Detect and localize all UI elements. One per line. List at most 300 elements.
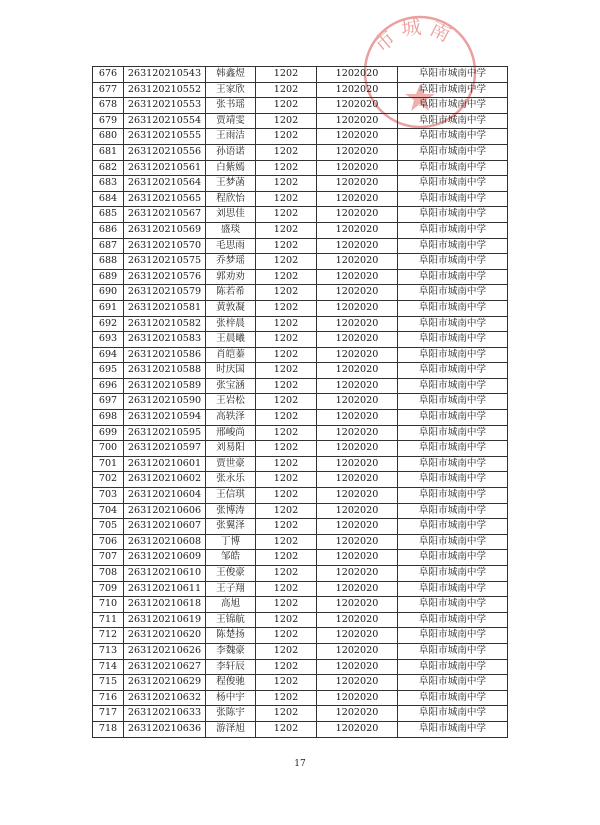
class-code-cell: 1202020 [317,191,398,207]
school-name-cell: 阜阳市城南中学 [398,363,508,379]
student-name-cell: 王俊豪 [206,566,256,582]
table-row [93,456,508,472]
row-number-cell: 693 [93,332,124,348]
exam-id-cell: 263120210556 [124,144,206,160]
school-code-cell: 1202 [256,98,317,114]
table-row [93,363,508,379]
school-name-cell: 阜阳市城南中学 [398,378,508,394]
student-name-cell: 王晨曦 [206,332,256,348]
class-code-cell: 1202020 [317,176,398,192]
school-code-cell: 1202 [256,191,317,207]
exam-id-cell: 263120210629 [124,675,206,691]
school-name-cell: 阜阳市城南中学 [398,519,508,535]
school-code-cell: 1202 [256,332,317,348]
table-row [93,488,508,504]
school-code-cell: 1202 [256,144,317,160]
school-code-cell: 1202 [256,597,317,613]
row-number-cell: 705 [93,519,124,535]
table-row [93,410,508,426]
table-row [93,160,508,176]
school-name-cell: 阜阳市城南中学 [398,285,508,301]
student-name-cell: 刘易阳 [206,441,256,457]
student-name-cell: 张宝涵 [206,378,256,394]
student-name-cell: 丁博 [206,534,256,550]
row-number-cell: 684 [93,191,124,207]
table-row [93,67,508,83]
school-name-cell: 阜阳市城南中学 [398,316,508,332]
row-number-cell: 711 [93,612,124,628]
class-code-cell: 1202020 [317,160,398,176]
exam-id-cell: 263120210588 [124,363,206,379]
exam-id-cell: 263120210627 [124,659,206,675]
school-code-cell: 1202 [256,566,317,582]
row-number-cell: 683 [93,176,124,192]
school-name-cell: 阜阳市城南中学 [398,472,508,488]
student-name-cell: 张永乐 [206,472,256,488]
row-number-cell: 685 [93,207,124,223]
table-row [93,285,508,301]
student-name-cell: 盛琰 [206,222,256,238]
student-name-cell: 王家欣 [206,82,256,98]
exam-id-cell: 263120210554 [124,113,206,129]
school-code-cell: 1202 [256,378,317,394]
class-code-cell: 1202020 [317,113,398,129]
school-name-cell: 阜阳市城南中学 [398,534,508,550]
school-code-cell: 1202 [256,176,317,192]
school-code-cell: 1202 [256,612,317,628]
school-name-cell: 阜阳市城南中学 [398,581,508,597]
school-name-cell: 阜阳市城南中学 [398,129,508,145]
exam-id-cell: 263120210632 [124,690,206,706]
school-name-cell: 阜阳市城南中学 [398,488,508,504]
school-name-cell: 阜阳市城南中学 [398,690,508,706]
school-code-cell: 1202 [256,659,317,675]
exam-id-cell: 263120210567 [124,207,206,223]
student-name-cell: 陈楚扬 [206,628,256,644]
school-name-cell: 阜阳市城南中学 [398,597,508,613]
school-code-cell: 1202 [256,67,317,83]
exam-id-cell: 263120210583 [124,332,206,348]
school-name-cell: 阜阳市城南中学 [398,643,508,659]
student-name-cell: 张翼泽 [206,519,256,535]
exam-id-cell: 263120210595 [124,425,206,441]
row-number-cell: 700 [93,441,124,457]
student-name-cell: 时庆国 [206,363,256,379]
school-code-cell: 1202 [256,441,317,457]
student-name-cell: 贾世豪 [206,456,256,472]
school-name-cell: 阜阳市城南中学 [398,721,508,737]
table-row [93,394,508,410]
row-number-cell: 716 [93,690,124,706]
school-code-cell: 1202 [256,394,317,410]
school-name-cell: 阜阳市城南中学 [398,425,508,441]
class-code-cell: 1202020 [317,612,398,628]
school-code-cell: 1202 [256,519,317,535]
school-code-cell: 1202 [256,721,317,737]
student-name-cell: 王子翔 [206,581,256,597]
exam-id-cell: 263120210606 [124,503,206,519]
student-name-cell: 高轶泽 [206,410,256,426]
school-code-cell: 1202 [256,82,317,98]
exam-id-cell: 263120210597 [124,441,206,457]
class-code-cell: 1202020 [317,98,398,114]
school-name-cell: 阜阳市城南中学 [398,566,508,582]
table-row [93,332,508,348]
school-name-cell: 阜阳市城南中学 [398,394,508,410]
row-number-cell: 679 [93,113,124,129]
school-name-cell: 阜阳市城南中学 [398,82,508,98]
student-name-cell: 白紫嫣 [206,160,256,176]
school-name-cell: 阜阳市城南中学 [398,176,508,192]
student-name-cell: 王信琪 [206,488,256,504]
exam-id-cell: 263120210610 [124,566,206,582]
class-code-cell: 1202020 [317,129,398,145]
exam-id-cell: 263120210590 [124,394,206,410]
exam-id-cell: 263120210561 [124,160,206,176]
student-name-cell: 黄敦凝 [206,300,256,316]
row-number-cell: 696 [93,378,124,394]
exam-id-cell: 263120210581 [124,300,206,316]
school-code-cell: 1202 [256,425,317,441]
table-row [93,441,508,457]
table-row [93,425,508,441]
exam-id-cell: 263120210564 [124,176,206,192]
exam-id-cell: 263120210633 [124,706,206,722]
school-name-cell: 阜阳市城南中学 [398,550,508,566]
exam-id-cell: 263120210576 [124,269,206,285]
class-code-cell: 1202020 [317,410,398,426]
school-code-cell: 1202 [256,363,317,379]
page-number: 17 [294,759,306,769]
school-name-cell: 阜阳市城南中学 [398,160,508,176]
class-code-cell: 1202020 [317,207,398,223]
class-code-cell: 1202020 [317,285,398,301]
school-name-cell: 阜阳市城南中学 [398,628,508,644]
row-number-cell: 704 [93,503,124,519]
school-name-cell: 阜阳市城南中学 [398,675,508,691]
student-name-cell: 孙语诺 [206,144,256,160]
row-number-cell: 709 [93,581,124,597]
school-code-cell: 1202 [256,456,317,472]
school-code-cell: 1202 [256,410,317,426]
exam-id-cell: 263120210570 [124,238,206,254]
school-code-cell: 1202 [256,129,317,145]
table-row [93,534,508,550]
row-number-cell: 714 [93,659,124,675]
exam-id-cell: 263120210555 [124,129,206,145]
school-code-cell: 1202 [256,706,317,722]
school-code-cell: 1202 [256,207,317,223]
table-row [93,316,508,332]
school-name-cell: 阜阳市城南中学 [398,706,508,722]
school-code-cell: 1202 [256,488,317,504]
student-name-cell: 邹皓 [206,550,256,566]
table-row [93,347,508,363]
class-code-cell: 1202020 [317,659,398,675]
student-name-cell: 程俊驰 [206,675,256,691]
table-row [93,503,508,519]
class-code-cell: 1202020 [317,332,398,348]
class-code-cell: 1202020 [317,363,398,379]
row-number-cell: 702 [93,472,124,488]
school-code-cell: 1202 [256,347,317,363]
exam-id-cell: 263120210569 [124,222,206,238]
row-number-cell: 680 [93,129,124,145]
class-code-cell: 1202020 [317,597,398,613]
class-code-cell: 1202020 [317,503,398,519]
table-row [93,566,508,582]
school-code-cell: 1202 [256,503,317,519]
class-code-cell: 1202020 [317,550,398,566]
row-number-cell: 694 [93,347,124,363]
table-row [93,706,508,722]
exam-id-cell: 263120210565 [124,191,206,207]
exam-id-cell: 263120210608 [124,534,206,550]
exam-id-cell: 263120210602 [124,472,206,488]
table-row [93,675,508,691]
class-code-cell: 1202020 [317,721,398,737]
table-row [93,176,508,192]
student-name-cell: 王梦菡 [206,176,256,192]
school-name-cell: 阜阳市城南中学 [398,207,508,223]
row-number-cell: 676 [93,67,124,83]
row-number-cell: 686 [93,222,124,238]
student-name-cell: 王锦航 [206,612,256,628]
student-name-cell: 贾靖雯 [206,113,256,129]
class-code-cell: 1202020 [317,254,398,270]
student-name-cell: 毛思雨 [206,238,256,254]
table-row [93,612,508,628]
student-name-cell: 肖皑蓁 [206,347,256,363]
class-code-cell: 1202020 [317,378,398,394]
school-name-cell: 阜阳市城南中学 [398,113,508,129]
exam-id-cell: 263120210609 [124,550,206,566]
row-number-cell: 703 [93,488,124,504]
student-name-cell: 陈若希 [206,285,256,301]
student-name-cell: 韩鑫煜 [206,67,256,83]
student-name-cell: 高旭 [206,597,256,613]
school-name-cell: 阜阳市城南中学 [398,441,508,457]
class-code-cell: 1202020 [317,581,398,597]
exam-id-cell: 263120210619 [124,612,206,628]
class-code-cell: 1202020 [317,643,398,659]
student-name-cell: 张博涛 [206,503,256,519]
exam-id-cell: 263120210575 [124,254,206,270]
student-name-cell: 郭劝劝 [206,269,256,285]
student-name-cell: 游泽旭 [206,721,256,737]
exam-id-cell: 263120210636 [124,721,206,737]
school-code-cell: 1202 [256,300,317,316]
student-name-cell: 程欣怡 [206,191,256,207]
school-name-cell: 阜阳市城南中学 [398,254,508,270]
student-roster-table [92,66,508,738]
school-code-cell: 1202 [256,581,317,597]
student-name-cell: 杨中宇 [206,690,256,706]
school-code-cell: 1202 [256,269,317,285]
class-code-cell: 1202020 [317,690,398,706]
school-name-cell: 阜阳市城南中学 [398,347,508,363]
row-number-cell: 695 [93,363,124,379]
class-code-cell: 1202020 [317,441,398,457]
table-row [93,690,508,706]
row-number-cell: 715 [93,675,124,691]
school-code-cell: 1202 [256,238,317,254]
school-name-cell: 阜阳市城南中学 [398,222,508,238]
school-name-cell: 阜阳市城南中学 [398,269,508,285]
class-code-cell: 1202020 [317,425,398,441]
row-number-cell: 677 [93,82,124,98]
row-number-cell: 717 [93,706,124,722]
school-name-cell: 阜阳市城南中学 [398,67,508,83]
exam-id-cell: 263120210586 [124,347,206,363]
exam-id-cell: 263120210626 [124,643,206,659]
school-code-cell: 1202 [256,222,317,238]
exam-id-cell: 263120210579 [124,285,206,301]
school-code-cell: 1202 [256,550,317,566]
class-code-cell: 1202020 [317,706,398,722]
school-name-cell: 阜阳市城南中学 [398,503,508,519]
row-number-cell: 706 [93,534,124,550]
student-name-cell: 王岩松 [206,394,256,410]
row-number-cell: 681 [93,144,124,160]
exam-id-cell: 263120210553 [124,98,206,114]
row-number-cell: 690 [93,285,124,301]
class-code-cell: 1202020 [317,519,398,535]
table-row [93,207,508,223]
class-code-cell: 1202020 [317,82,398,98]
student-name-cell: 王雨洁 [206,129,256,145]
class-code-cell: 1202020 [317,347,398,363]
row-number-cell: 687 [93,238,124,254]
exam-id-cell: 263120210607 [124,519,206,535]
class-code-cell: 1202020 [317,628,398,644]
school-code-cell: 1202 [256,643,317,659]
row-number-cell: 678 [93,98,124,114]
school-code-cell: 1202 [256,160,317,176]
row-number-cell: 713 [93,643,124,659]
school-code-cell: 1202 [256,628,317,644]
school-code-cell: 1202 [256,316,317,332]
table-row [93,269,508,285]
class-code-cell: 1202020 [317,269,398,285]
table-row [93,129,508,145]
school-code-cell: 1202 [256,113,317,129]
seal-text: 市城南 [369,14,461,57]
school-code-cell: 1202 [256,690,317,706]
svg-text:市城南 [369,14,460,57]
row-number-cell: 701 [93,456,124,472]
exam-id-cell: 263120210589 [124,378,206,394]
table-row [93,550,508,566]
table-row [93,581,508,597]
exam-id-cell: 263120210552 [124,82,206,98]
school-name-cell: 阜阳市城南中学 [398,238,508,254]
table-row [93,238,508,254]
exam-id-cell: 263120210543 [124,67,206,83]
school-name-cell: 阜阳市城南中学 [398,98,508,114]
row-number-cell: 697 [93,394,124,410]
exam-id-cell: 263120210618 [124,597,206,613]
row-number-cell: 688 [93,254,124,270]
student-name-cell: 乔梦瑶 [206,254,256,270]
table-row [93,113,508,129]
class-code-cell: 1202020 [317,394,398,410]
school-name-cell: 阜阳市城南中学 [398,410,508,426]
school-name-cell: 阜阳市城南中学 [398,456,508,472]
class-code-cell: 1202020 [317,456,398,472]
student-name-cell: 张陈宇 [206,706,256,722]
school-code-cell: 1202 [256,254,317,270]
class-code-cell: 1202020 [317,534,398,550]
table-row [93,300,508,316]
class-code-cell: 1202020 [317,67,398,83]
row-number-cell: 712 [93,628,124,644]
row-number-cell: 699 [93,425,124,441]
student-name-cell: 张梓晨 [206,316,256,332]
school-name-cell: 阜阳市城南中学 [398,659,508,675]
exam-id-cell: 263120210611 [124,581,206,597]
exam-id-cell: 263120210594 [124,410,206,426]
roster-body [93,67,508,738]
table-row [93,628,508,644]
table-row [93,721,508,737]
school-name-cell: 阜阳市城南中学 [398,300,508,316]
table-row [93,597,508,613]
table-row [93,378,508,394]
class-code-cell: 1202020 [317,316,398,332]
student-name-cell: 张书瑶 [206,98,256,114]
table-row [93,519,508,535]
row-number-cell: 689 [93,269,124,285]
school-name-cell: 阜阳市城南中学 [398,332,508,348]
school-name-cell: 阜阳市城南中学 [398,612,508,628]
exam-id-cell: 263120210604 [124,488,206,504]
row-number-cell: 692 [93,316,124,332]
school-code-cell: 1202 [256,285,317,301]
school-code-cell: 1202 [256,675,317,691]
school-name-cell: 阜阳市城南中学 [398,191,508,207]
student-name-cell: 李魏豪 [206,643,256,659]
row-number-cell: 708 [93,566,124,582]
table-row [93,222,508,238]
class-code-cell: 1202020 [317,222,398,238]
table-row [93,659,508,675]
row-number-cell: 682 [93,160,124,176]
school-name-cell: 阜阳市城南中学 [398,144,508,160]
school-code-cell: 1202 [256,472,317,488]
class-code-cell: 1202020 [317,144,398,160]
class-code-cell: 1202020 [317,488,398,504]
class-code-cell: 1202020 [317,566,398,582]
table-row [93,144,508,160]
exam-id-cell: 263120210601 [124,456,206,472]
table-row [93,643,508,659]
table-row [93,98,508,114]
student-name-cell: 刘思佳 [206,207,256,223]
row-number-cell: 707 [93,550,124,566]
table-row [93,191,508,207]
class-code-cell: 1202020 [317,675,398,691]
school-code-cell: 1202 [256,534,317,550]
row-number-cell: 710 [93,597,124,613]
row-number-cell: 718 [93,721,124,737]
exam-id-cell: 263120210582 [124,316,206,332]
row-number-cell: 691 [93,300,124,316]
class-code-cell: 1202020 [317,238,398,254]
class-code-cell: 1202020 [317,472,398,488]
table-row [93,82,508,98]
table-row [93,254,508,270]
